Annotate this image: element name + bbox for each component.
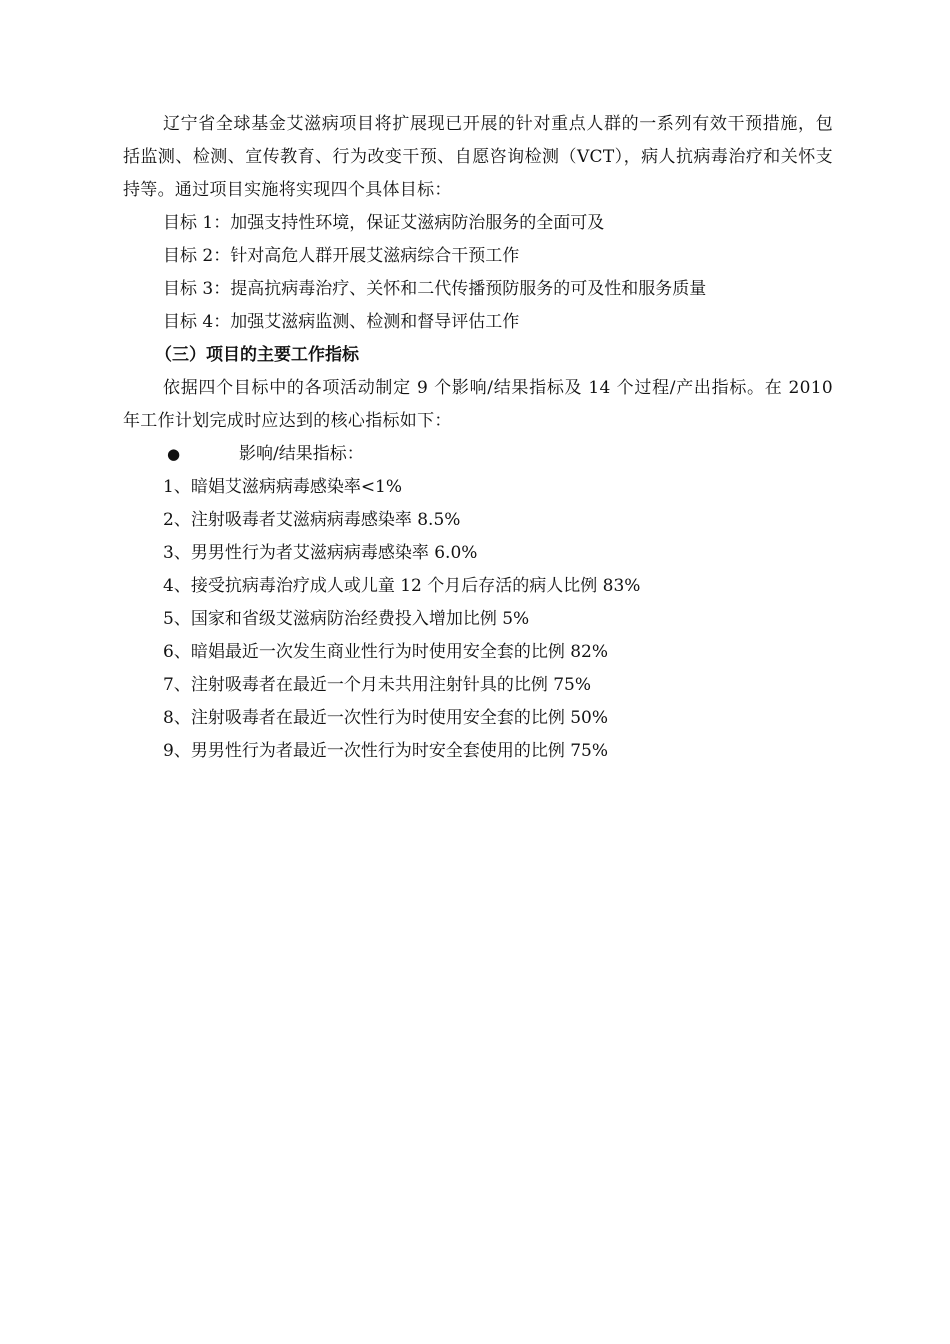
indicator-6: 6、暗娼最近一次发生商业性行为时使用安全套的比例 82% (163, 642, 609, 662)
indicator-1: 1、暗娼艾滋病病毒感染率<1% (163, 477, 403, 497)
indicator-2: 2、注射吸毒者艾滋病病毒感染率 8.5% (163, 510, 461, 530)
indicator-9: 9、男男性行为者最近一次性行为时安全套使用的比例 75% (163, 741, 609, 761)
goal-1: 目标 1：加强支持性环境，保证艾滋病防治服务的全面可及 (163, 213, 605, 233)
bullet-icon: ● (167, 445, 181, 463)
indicator-7: 7、注射吸毒者在最近一个月未共用注射针具的比例 75% (163, 675, 592, 695)
bullet-label: 影响/结果指标： (239, 444, 364, 464)
indicator-8: 8、注射吸毒者在最近一次性行为时使用安全套的比例 50% (163, 708, 609, 728)
bullet-item (123, 438, 833, 471)
indicator-4: 4、接受抗病毒治疗成人或儿童 12 个月后存活的病人比例 83% (163, 576, 641, 596)
document-body (123, 108, 833, 768)
section-heading: （三）项目的主要工作指标 (155, 345, 359, 365)
goal-3: 目标 3：提高抗病毒治疗、关怀和二代传播预防服务的可及性和服务质量 (163, 279, 707, 299)
intro-paragraph: 辽宁省全球基金艾滋病项目将扩展现已开展的针对重点人群的一系列有效干预措施，包括监测、检测、宣传教育、行为改变干预、自愿咨询检测（VCT），病人抗病毒治疗和关怀支持等。通过项目实施将实现四个具体目标： (123, 114, 833, 200)
indicator-5: 5、国家和省级艾滋病防治经费投入增加比例 5% (163, 609, 530, 629)
goal-2: 目标 2：针对高危人群开展艾滋病综合干预工作 (163, 246, 520, 266)
goal-4: 目标 4：加强艾滋病监测、检测和督导评估工作 (163, 312, 520, 332)
indicator-3: 3、男男性行为者艾滋病病毒感染率 6.0% (163, 543, 478, 563)
indicators-paragraph: 依据四个目标中的各项活动制定 9 个影响/结果指标及 14 个过程/产出指标。在 2010 年工作计划完成时应达到的核心指标如下： (123, 378, 833, 431)
